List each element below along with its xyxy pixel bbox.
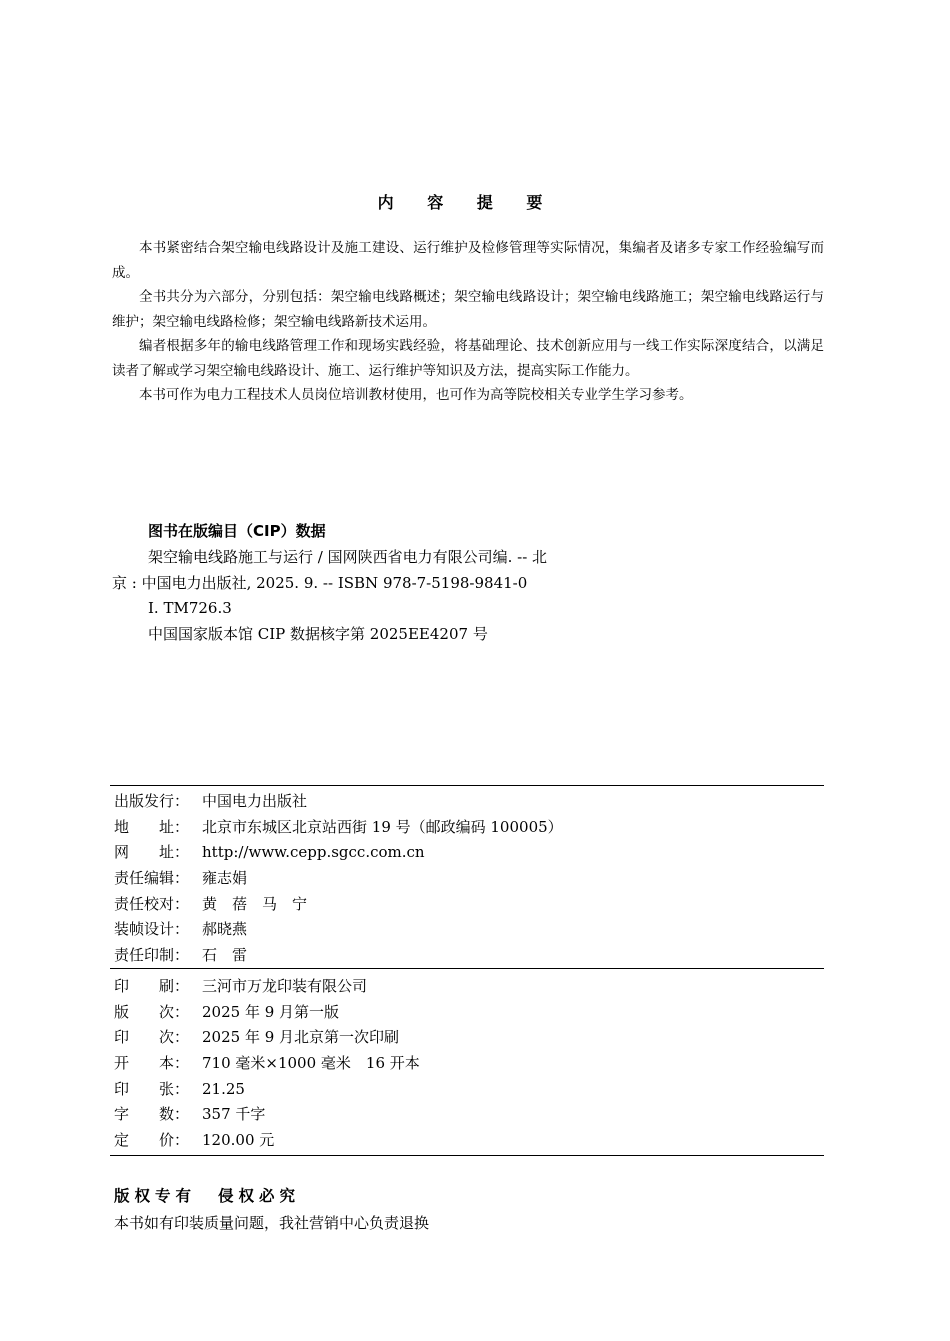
print-info-row [114, 1128, 420, 1154]
print-info-row-label: 版 次： [114, 1002, 190, 1021]
publisher-info-row-value: 石 雷 [202, 946, 248, 965]
publisher-info-row [114, 789, 563, 815]
publisher-info-row-value: 黄 蓓 马 宁 [202, 894, 308, 913]
print-info [114, 974, 420, 1154]
publisher-info-row [114, 892, 563, 918]
publisher-info-row-label: 装帧设计： [114, 920, 190, 939]
divider-middle [110, 968, 824, 969]
publisher-info-row-value: 北京市东城区北京站西街 19 号（邮政编码 100005） [202, 817, 563, 836]
publisher-info-row [114, 917, 563, 943]
summary-paragraph: 全书共分为六部分，分别包括：架空输电线路概述；架空输电线路设计；架空输电线路施工；架空输电线路运行与维护；架空输电线路检修；架空输电线路新技术运用。 [112, 289, 824, 330]
cip-classification: Ⅰ. TM726.3 [148, 599, 232, 617]
print-info-row-label: 印 张： [114, 1079, 190, 1098]
cip-record-block [112, 545, 552, 647]
print-info-row-value: 120.00 元 [202, 1131, 275, 1150]
divider-top [110, 785, 824, 786]
print-info-row-label: 开 本： [114, 1054, 190, 1073]
print-info-row-value: 2025 年 9 月第一版 [202, 1002, 340, 1021]
copyright-right: 侵权必究 [218, 1187, 301, 1205]
publisher-info-row-value: 中国电力出版社 [202, 792, 308, 810]
copyright-notice [114, 1184, 300, 1206]
print-info-row [114, 1051, 420, 1077]
print-info-row [114, 1077, 420, 1103]
service-note: 本书如有印装质量问题，我社营销中心负责退换 [114, 1214, 430, 1232]
publisher-info-row-label: 责任校对： [114, 894, 190, 913]
publisher-info-row-value: 郝晓燕 [202, 920, 248, 939]
publisher-info-row [114, 866, 563, 892]
print-info-row-value: 2025 年 9 月北京第一次印刷 [202, 1028, 400, 1047]
print-info-row [114, 1025, 420, 1051]
publisher-info-row-label: 出版发行： [114, 792, 190, 810]
summary-paragraph: 本书可作为电力工程技术人员岗位培训教材使用，也可作为高等院校相关专业学生学习参考。 [139, 387, 693, 403]
cip-record: 架空输电线路施工与运行 / 国网陕西省电力有限公司编. -- 北京 : 中国电力出版社, 2025. 9. -- ISBN 978-7-5198-9841-0 [112, 548, 548, 592]
print-info-row-label: 字 数： [114, 1105, 190, 1124]
print-info-row [114, 1102, 420, 1128]
publisher-info-row-label: 地 址： [114, 817, 190, 836]
print-info-row [114, 974, 420, 1000]
summary-body [112, 236, 824, 408]
divider-bottom [110, 1155, 824, 1156]
summary-paragraph: 编者根据多年的输电线路管理工作和现场实践经验，将基础理论、技术创新应用与一线工作实际深度结合，以满足读者了解或学习架空输电线路设计、施工、运行维护等知识及方法，提高实际工作能力。 [112, 338, 824, 379]
print-info-row-value: 710 毫米×1000 毫米 16 开本 [202, 1054, 420, 1073]
summary-paragraph: 本书紧密结合架空输电线路设计及施工建设、运行维护及检修管理等实际情况，集编者及诸多专家工作经验编写而成。 [112, 240, 824, 281]
publisher-info-row [114, 943, 563, 969]
cip-check-number: 中国国家版本馆 CIP 数据核字第 2025EE4207 号 [148, 624, 488, 643]
print-info-row-value: 21.25 [202, 1079, 245, 1098]
publisher-info-row [114, 840, 563, 866]
print-info-row-label: 定 价： [114, 1131, 190, 1150]
publisher-info-row-label: 责任编辑： [114, 869, 190, 888]
publisher-info-row-label: 责任印制： [114, 946, 190, 965]
publisher-info-row [114, 815, 563, 841]
publisher-info-row-label: 网 址： [114, 843, 190, 862]
print-info-row-label: 印 刷： [114, 977, 190, 995]
publisher-info [114, 789, 563, 969]
copyright-left: 版权专有 [114, 1187, 197, 1205]
publisher-info-row-value: 雍志娟 [202, 869, 248, 888]
print-info-row-label: 印 次： [114, 1028, 190, 1047]
publisher-info-row-value: http://www.cepp.sgcc.com.cn [202, 843, 425, 862]
print-info-row-value: 357 千字 [202, 1105, 266, 1124]
print-info-row-value: 三河市万龙印装有限公司 [202, 977, 368, 995]
cip-heading: 图书在版编目（CIP）数据 [148, 522, 326, 540]
print-info-row [114, 1000, 420, 1026]
summary-title: 内 容 提 要 [377, 193, 557, 212]
